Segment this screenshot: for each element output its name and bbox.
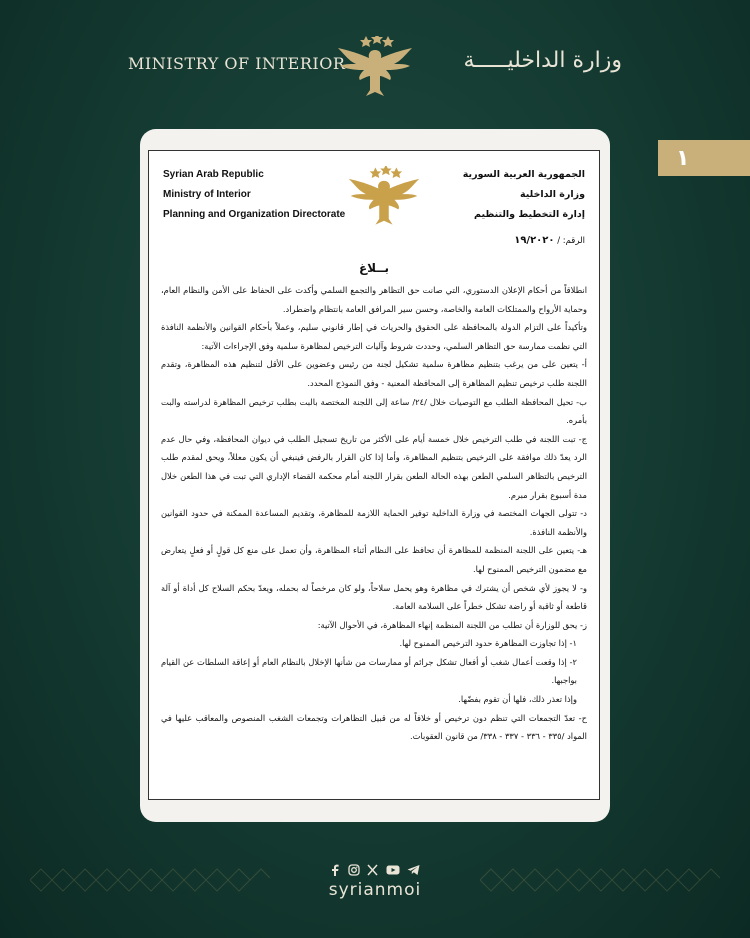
social-handle[interactable]: syrianmoi: [328, 880, 422, 900]
paragraph: ٢- إذا وقعت أعمال شغب أو أفعال تشكل جرائم أو ممارسات من شأنها الإخلال بالنظام العام أو إعاقة السلطات عن القيام بواجبها.: [161, 656, 577, 686]
ministry-name-en: MINISTRY OF INTERIOR: [128, 54, 346, 73]
social-links: [330, 864, 420, 878]
header-ar-line: إدارة التخطيط والتنظيم: [474, 209, 585, 220]
x-icon[interactable]: [367, 864, 378, 876]
page-footer: [0, 858, 750, 918]
header-ar-line: الجمهورية العربية السورية: [462, 169, 585, 180]
paragraph: ١- إذا تجاوزت المظاهرة حدود الترخيص الممنوح لها.: [399, 638, 577, 649]
paragraph: ج- تبت اللجنة في طلب الترخيص خلال خمسة أيام على الأكثر من تاريخ تسجيل الطلب في ديوان المحافظة، وفي حال عدم الرد يعدّ ذلك موافقة على الترخيص بتنظيم المظاهرة، وأما إذا كان القرار بالرفض فينبغي أن يكون معللاً، ويحق لمقدم طلب الترخيص بالتظاهر السلمي الطعن بهذه الحالة الطعن بقرار اللجنة أمام محكمة القضاء الإداري التي تبت في هذا الطعن خلال مدة أسبوع بقرار مبرم.: [161, 433, 587, 500]
paragraph: وإذا تعذر ذلك، فلها أن تقوم بفضّها.: [458, 694, 577, 705]
paragraph: د- تتولى الجهات المختصة في وزارة الداخلية توفير الحماية اللازمة للمظاهرة، وتقديم المساعدة الممكنة في حدود القوانين والأنظمة النافذة.: [161, 508, 587, 537]
telegram-icon[interactable]: [407, 864, 420, 876]
document-title: بــلاغ: [358, 261, 390, 275]
paragraph: ز- يحق للوزارة أن تطلب من اللجنة المنظمة إنهاء المظاهرة، في الأحوال الآتية:: [317, 619, 587, 630]
ministry-name-ar: وزارة الداخليـــــة: [463, 48, 622, 73]
reference-number: [514, 235, 585, 246]
document-body: [161, 281, 587, 746]
header-en-line: Planning and Organization Directorate: [163, 209, 346, 220]
header-en-line: Ministry of Interior: [163, 189, 251, 200]
paragraph: وتأكيداً على التزام الدولة بالمحافظة على الحقوق والحريات في إطار قانوني سليم، وعملاً بأحكام القوانين والأنظمة النافذة التي نظمت ممارسة حق التظاهر السلمي، وحددت شروط وآليات الترخيص لمظاهرة سلمية وفق الإجراءات الآتية:: [161, 322, 587, 351]
document-header-ar: [463, 165, 585, 225]
instagram-icon[interactable]: [348, 864, 360, 876]
paragraph: هـ- يتعين على اللجنة المنظمة للمظاهرة أن تحافظ على النظام أثناء المظاهرة، وأن تعمل على منع كل قولٍ أو فعلٍ يتعارض مع مضمون الترخيص الممنوح لها.: [161, 545, 587, 574]
paragraph: أ- يتعين على من يرغب بتنظيم مظاهرة سلمية تشكيل لجنة من رئيس وعضوين على الأقل لتنظيم هذه المظاهرة، وتقدم اللجنة طلب ترخيص تنظيم المظاهرة إلى المحافظة المعنية - وفق النموذج المحدد.: [161, 359, 587, 388]
paragraph: ح- تعدّ التجمعات التي تنظم دون ترخيص أو خلافاً له من قبيل التظاهرات وتجمعات الشغب المنصوص والمعاقب عليها في المواد /٣٣٥ - ٣٣٦ - ٣٣٧ - ٣٣٨/ من قانون العقوبات.: [161, 712, 587, 742]
header-en-line: Syrian Arab Republic: [163, 169, 264, 180]
page-header: [0, 40, 750, 100]
paragraph: انطلاقاً من أحكام الإعلان الدستوري، التي صانت حق التظاهر والتجمع السلمي وأكدت على الحفاظ على الأمن والنظام العام، وحماية الأرواح والممتلكات العامة والخاصة، وحسن سير المرافق العامة بانتظام واضطراد.: [161, 285, 587, 314]
paragraph: و- لا يجوز لأي شخص أن يشترك في مظاهرة وهو يحمل سلاحاً، ولو كان مرخصاً له بحمله، ويعدّ بحكم السلاح كل أداة أو آلة قاطعة أو ثاقبة أو راضة تشكل خطراً على السلامة العامة.: [161, 582, 587, 612]
facebook-icon[interactable]: [330, 864, 340, 876]
page-number-badge: ١: [658, 140, 750, 176]
eagle-emblem-icon: [345, 166, 423, 228]
document-sheet: [148, 150, 600, 800]
header-ar-line: وزارة الداخلية: [520, 189, 585, 200]
paragraph: ب- تحيل المحافظة الطلب مع التوصيات خلال /٢٤/ ساعة إلى اللجنة المختصة بالبت بطلب ترخيص المظاهرة لدراسته والبت بأمره.: [161, 396, 587, 426]
eagle-emblem-icon: [334, 36, 416, 98]
reference-label: الرقم: /: [557, 236, 585, 246]
youtube-icon[interactable]: [386, 864, 400, 876]
reference-value: ١٩/٢٠٢٠: [514, 235, 555, 246]
document-header-en: [163, 165, 345, 225]
